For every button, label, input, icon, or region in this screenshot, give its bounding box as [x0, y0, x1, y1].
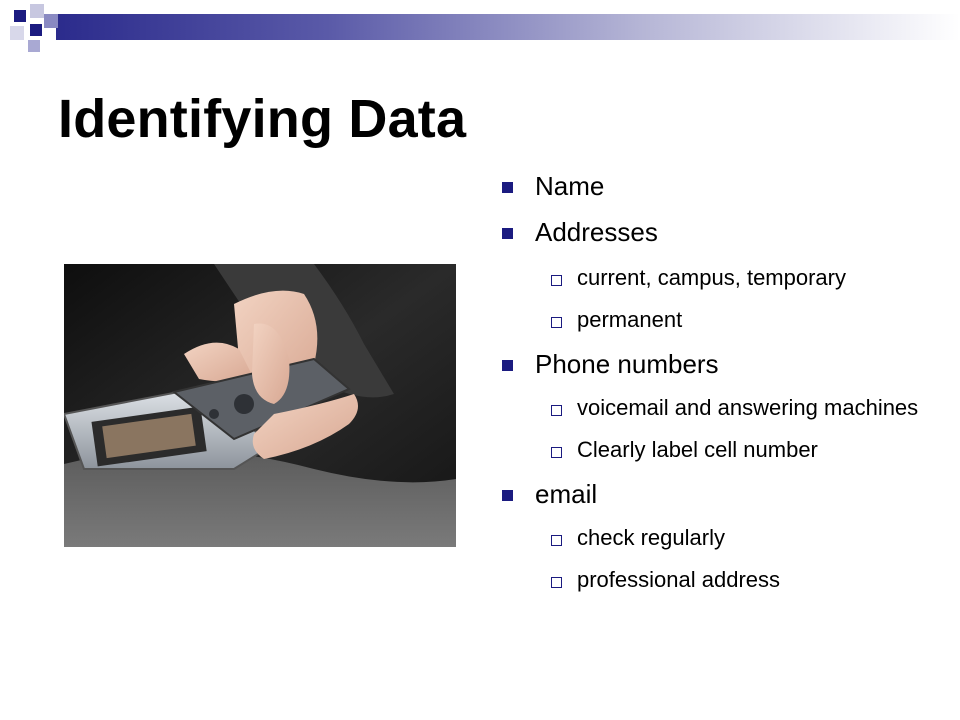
sub-bullet-item: [500, 564, 940, 596]
deco-square: [30, 24, 42, 36]
bullet-text: Phone numbers: [535, 349, 719, 379]
sub-bullet-text: professional address: [577, 567, 781, 592]
hollow-square-bullet-icon: [551, 405, 562, 416]
bullet-list: [500, 166, 940, 596]
square-bullet-icon: [502, 490, 513, 501]
sub-bullet-item: [500, 434, 940, 466]
bullet-item: [500, 478, 940, 510]
bullet-item: [500, 170, 940, 202]
hollow-square-bullet-icon: [551, 447, 562, 458]
deco-square: [30, 4, 44, 18]
sub-bullet-item: [500, 304, 940, 336]
sub-bullet-text: permanent: [577, 307, 683, 332]
deco-square: [14, 10, 26, 22]
header-gradient-bar: [56, 14, 960, 40]
hollow-square-bullet-icon: [551, 275, 562, 286]
deco-square: [44, 14, 58, 28]
top-decoration: [0, 0, 960, 44]
sub-bullet-text: current, campus, temporary: [577, 265, 846, 290]
bullet-item: [500, 216, 940, 248]
slide-title: Identifying Data: [58, 89, 467, 149]
hollow-square-bullet-icon: [551, 317, 562, 328]
deco-square: [10, 26, 24, 40]
bullet-text: Name: [535, 171, 605, 201]
square-bullet-icon: [502, 360, 513, 371]
hollow-square-bullet-icon: [551, 535, 562, 546]
hand-holding-phone-image: [64, 264, 456, 547]
square-bullet-icon: [502, 182, 513, 193]
bullet-text: email: [535, 479, 598, 509]
bullet-item: [500, 348, 940, 380]
bullet-text: Addresses: [535, 217, 658, 247]
sub-bullet-text: voicemail and answering machines: [577, 395, 919, 420]
sub-bullet-item: [500, 262, 940, 294]
deco-square: [28, 40, 40, 52]
hollow-square-bullet-icon: [551, 577, 562, 588]
sub-bullet-text: Clearly label cell number: [577, 437, 818, 462]
square-bullet-icon: [502, 228, 513, 239]
sub-bullet-item: [500, 522, 940, 554]
sub-bullet-item: [500, 392, 940, 424]
sub-bullet-text: check regularly: [577, 525, 725, 550]
